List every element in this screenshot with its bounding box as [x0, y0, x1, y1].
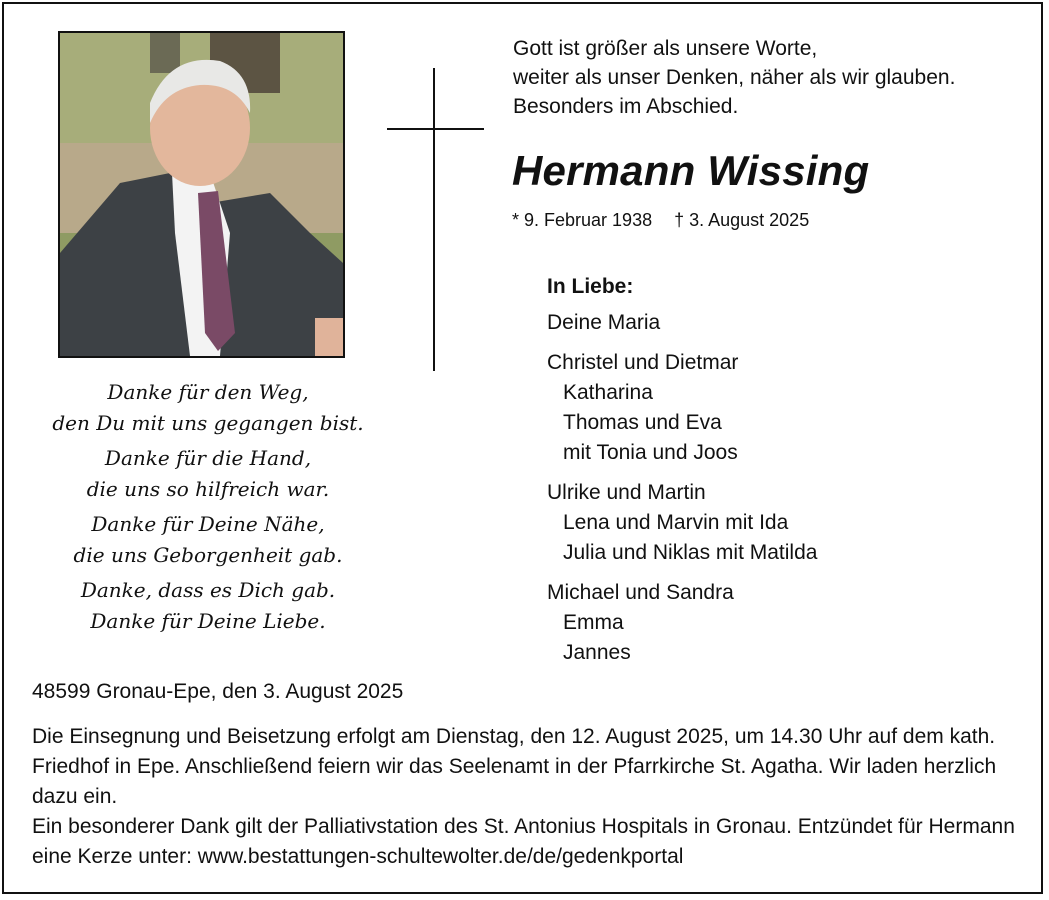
- place-and-date: 48599 Gronau-Epe, den 3. August 2025: [32, 680, 404, 703]
- poem-stanza: [28, 443, 388, 505]
- thanks-poem: [28, 377, 388, 641]
- poem-line: Danke für den Weg,: [107, 380, 309, 404]
- notice-paragraph: Ein besonderer Dank gilt der Palliativstation des St. Antonius Hospitals in Gronau. Entzündet für Hermann eine Kerze unter: www.bestattungen-schultewolter.de/de/gedenkportal: [32, 815, 1015, 868]
- family-group: [547, 578, 817, 668]
- verse-line: Besonders im Abschied.: [513, 95, 739, 118]
- mourners-heading: In Liebe:: [547, 275, 634, 298]
- cross-vertical-bar: [433, 68, 435, 371]
- cross-horizontal-bar: [387, 128, 484, 130]
- family-group: [547, 478, 817, 568]
- poem-line: die uns Geborgenheit gab.: [73, 543, 343, 567]
- life-dates: [512, 210, 831, 231]
- opening-verse: [513, 34, 955, 121]
- family-group-lead: Michael und Sandra: [547, 581, 734, 604]
- family-member: Julia und Niklas mit Matilda: [563, 541, 818, 564]
- mourners-list: [547, 272, 817, 678]
- family-group-lead: Christel und Dietmar: [547, 351, 739, 374]
- poem-line: Danke für Deine Nähe,: [91, 512, 325, 536]
- family-member: Lena und Marvin mit Ida: [563, 511, 789, 534]
- family-member: Emma: [563, 611, 624, 634]
- family-member: Katharina: [563, 381, 653, 404]
- family-member: mit Tonia und Joos: [563, 441, 738, 464]
- verse-line: Gott ist größer als unsere Worte,: [513, 37, 818, 60]
- poem-line: Danke für Deine Liebe.: [90, 609, 326, 633]
- poem-line: den Du mit uns gegangen bist.: [52, 411, 364, 435]
- funeral-notice: [32, 722, 1027, 872]
- poem-stanza: [28, 509, 388, 571]
- family-group-lead: Ulrike und Martin: [547, 481, 706, 504]
- family-member: Jannes: [563, 641, 631, 664]
- portrait-photo: [58, 31, 345, 358]
- poem-stanza: [28, 575, 388, 637]
- death-date: † 3. August 2025: [674, 210, 810, 230]
- poem-line: die uns so hilfreich war.: [86, 477, 330, 501]
- poem-stanza: [28, 377, 388, 439]
- family-group-lead: Deine Maria: [547, 311, 661, 334]
- poem-line: Danke, dass es Dich gab.: [80, 578, 336, 602]
- family-member: Thomas und Eva: [563, 411, 722, 434]
- family-group: [547, 308, 817, 338]
- deceased-name: Hermann Wissing: [512, 147, 870, 194]
- family-group: [547, 348, 817, 468]
- birth-date: * 9. Februar 1938: [512, 210, 653, 230]
- poem-line: Danke für die Hand,: [104, 446, 312, 470]
- verse-line: weiter als unser Denken, näher als wir glauben.: [513, 66, 956, 89]
- notice-paragraph: Die Einsegnung und Beisetzung erfolgt am Dienstag, den 12. August 2025, um 14.30 Uhr auf dem kath. Friedhof in Epe. Anschließend feiern wir das Seelenamt in der Pfarrkirche St. Agatha. Wir laden herzlich dazu ein.: [32, 725, 997, 808]
